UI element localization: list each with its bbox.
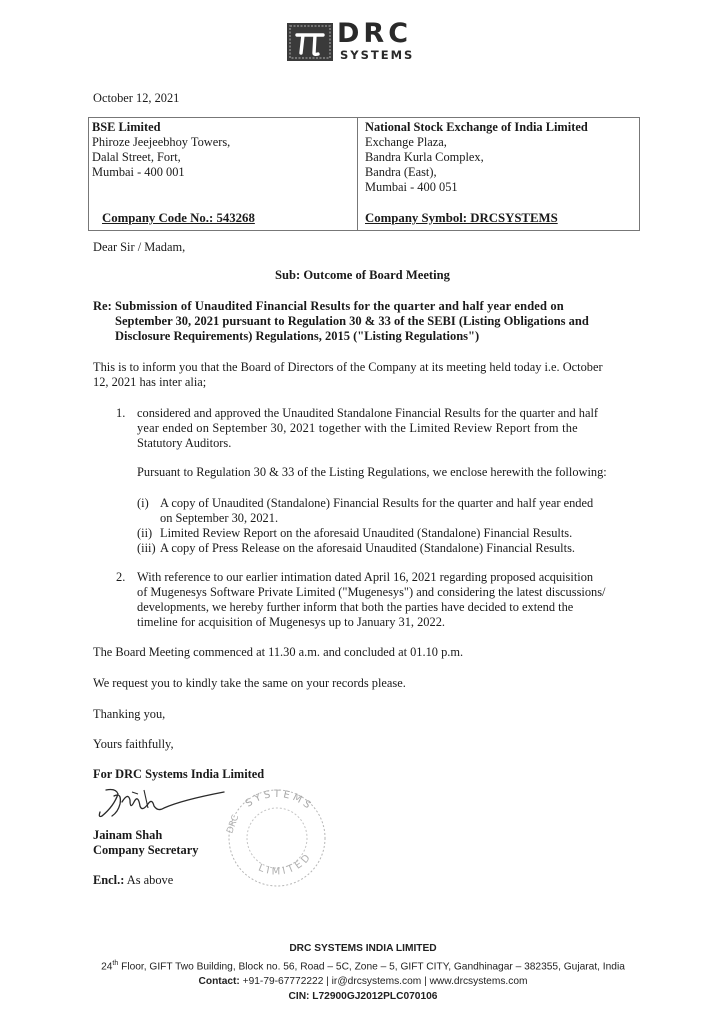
company-code: Company Code No.: 543268 [102, 211, 255, 225]
company-logo [287, 18, 449, 62]
pursuant-line: Pursuant to Regulation 30 & 33 of the Listing Regulations, we enclose herewith the following: [137, 465, 607, 479]
stamp-bottom-text: LIMITED [256, 850, 315, 878]
footer-contact-label: Contact: [198, 976, 240, 988]
signatory-title: Company Secretary [93, 843, 199, 857]
re-label: Re: [93, 299, 112, 313]
drc-logo-mark-icon [287, 23, 333, 61]
stamp-top-text: SYSTEMS [243, 788, 315, 813]
svg-text:LIMITED [257, 851, 315, 878]
intro-line: 12, 2021 has inter alia; [93, 375, 207, 389]
footer-company: DRC SYSTEMS INDIA LIMITED [289, 943, 437, 954]
footer-contact-value: +91-79-67772222 | ir@drcsystems.com | www.drcsystems.com [239, 976, 528, 988]
sub-item-line: A copy of Press Release on the aforesaid Unaudited (Standalone) Financial Results. [160, 541, 575, 555]
for-company: For DRC Systems India Limited [93, 767, 265, 781]
addressee-left-line: Mumbai - 400 001 [92, 165, 185, 179]
footer-contact [0, 974, 726, 989]
footer-floor-number: 24 [101, 961, 113, 973]
addressee-left-name: BSE Limited [92, 120, 161, 134]
addressee-table-divider [357, 117, 358, 231]
footer-address-rest: Floor, GIFT Two Building, Block no. 56, Road – 5C, Zone – 5, GIFT CITY, Gandhinagar – 382355, Gujarat, India [118, 961, 625, 973]
footer-floor-suffix: th [112, 960, 119, 967]
addressee-right-line: Bandra Kurla Complex, [365, 150, 484, 164]
sub-item-line: Limited Review Report on the aforesaid Unaudited (Standalone) Financial Results. [160, 526, 573, 540]
addressee-right-line: Mumbai - 400 051 [365, 180, 458, 194]
footer-address [0, 956, 726, 974]
sub-item-number: (iii) [137, 541, 156, 555]
item1-line: Statutory Auditors. [137, 436, 232, 450]
stamp-side-text: DRC [225, 813, 242, 836]
item1-line: considered and approved the Unaudited Standalone Financial Results for the quarter and half [137, 406, 599, 420]
logo-wordmark: DRC [337, 18, 413, 49]
thanks-line: Thanking you, [93, 707, 166, 721]
footer-cin: CIN: L72900GJ2012PLC070106 [288, 991, 438, 1003]
addressee-left-line: Phiroze Jeejeebhoy Towers, [92, 135, 231, 149]
sub-item-line: A copy of Unaudited (Standalone) Financial Results for the quarter and half year ended [160, 496, 594, 510]
enclosure-value: As above [126, 873, 174, 887]
letterhead-footer [0, 941, 726, 1004]
addressee-right-line: Exchange Plaza, [365, 135, 447, 149]
intro-line: This is to inform you that the Board of Directors of the Company at its meeting held today i.e. October [93, 360, 603, 374]
subject-line: Sub: Outcome of Board Meeting [275, 268, 450, 282]
svg-text:SYSTEMS [244, 789, 315, 813]
item2-line: timeline for acquisition of Mugenesys up to January 31, 2022. [137, 615, 445, 629]
item-number: 1. [116, 406, 126, 420]
re-line: September 30, 2021 pursuant to Regulation 30 & 33 of the SEBI (Listing Obligations and [115, 314, 589, 328]
sub-item-number: (ii) [137, 526, 153, 540]
enclosure-line [93, 873, 173, 888]
addressee-left-line: Dalal Street, Fort, [92, 150, 181, 164]
item2-line: of Mugenesys Software Private Limited ("Mugenesys") and considering the latest discussions/ [137, 585, 606, 599]
company-symbol: Company Symbol: DRCSYSTEMS [365, 211, 558, 225]
salutation: Dear Sir / Madam, [93, 240, 186, 254]
meeting-time: The Board Meeting commenced at 11.30 a.m. and concluded at 01.10 p.m. [93, 645, 464, 659]
item-number: 2. [116, 570, 126, 584]
letter-date: October 12, 2021 [93, 91, 180, 105]
item2-line: With reference to our earlier intimation dated April 16, 2021 regarding proposed acquisition [137, 570, 594, 584]
sub-item-line: on September 30, 2021. [160, 511, 279, 525]
re-line: Disclosure Requirements) Regulations, 2015 ("Listing Regulations") [115, 329, 480, 343]
closing-line: Yours faithfully, [93, 737, 174, 751]
re-line: Submission of Unaudited Financial Results for the quarter and half year ended on [115, 299, 564, 313]
addressee-right-name: National Stock Exchange of India Limited [365, 120, 588, 134]
request-line: We request you to kindly take the same on your records please. [93, 676, 406, 690]
signatory-name: Jainam Shah [93, 828, 163, 842]
company-seal-stamp [218, 786, 336, 888]
item2-line: developments, we hereby further inform that both the parties have decided to extend the [137, 600, 574, 614]
sub-item-number: (i) [137, 496, 149, 510]
item1-line: year ended on September 30, 2021 together with the Limited Review Report from the [137, 421, 578, 435]
logo-subtitle: SYSTEMS [340, 48, 415, 62]
handwritten-signature [92, 782, 232, 822]
addressee-right-line: Bandra (East), [365, 165, 437, 179]
enclosure-label: Encl.: [93, 873, 125, 887]
